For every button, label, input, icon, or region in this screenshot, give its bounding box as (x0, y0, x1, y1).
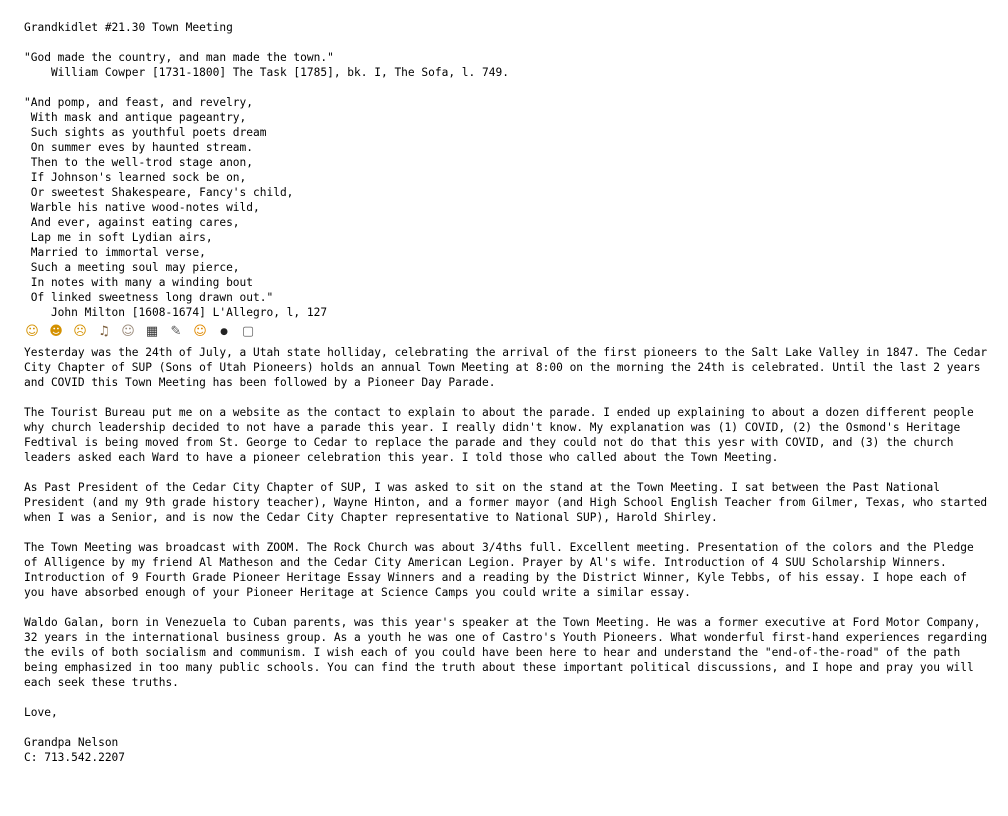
quote-milton-attribution: John Milton [1608-1674] L'Allegro, l, 127 (24, 306, 328, 319)
quote-milton-line: Lap me in soft Lydian airs, (24, 231, 213, 244)
blank-square-icon: ▢ (241, 324, 255, 339)
signature-name: Grandpa Nelson (24, 736, 119, 749)
quote-milton-line: Of linked sweetness long drawn out." (24, 291, 274, 304)
grimacing-face-icon: ☻ (49, 324, 63, 339)
closing: Love, (24, 706, 58, 719)
email-body (24, 20, 988, 765)
quote-cowper-text: "God made the country, and man made the town." (24, 51, 334, 64)
smiling-face-icon: ☺ (25, 324, 39, 339)
memo-icon: ✎ (170, 324, 182, 339)
music-notes-icon: ♫ (98, 324, 110, 339)
quote-milton-line: "And pomp, and feast, and revelry, (24, 96, 254, 109)
emoji-row (24, 322, 988, 342)
quote-milton-line: With mask and antique pageantry, (24, 111, 247, 124)
paragraph: The Town Meeting was broadcast with ZOOM. The Rock Church was about 3/4ths full. Excellent meeting. Presentation of the colors and the Pledge of Alligence by my friend Al Matheson and the Cedar City American Legion. Prayer by Al's wife. Introduction of 4 SUU Scholarship Winners. Introduction of 9 Fourth Grade Pioneer Heritage Essay Winners and a reading by the District Winner, Kyle Tebbs, of his essay. I hope each of you have absorbed enough of your Pioneer Heritage at Science Camps you could write a similar essay. (24, 541, 974, 599)
paragraph: As Past President of the Cedar City Chapter of SUP, I was asked to sit on the stand at the Town Meeting. I sat between the Past National President (and my 9th grade history teacher), Wayne Hinton, and a former mayor (and High School English Teacher from Gilmer, Texas, who started when I was a Senior, and is now the Cedar City Chapter representative to National SUP), Harold Shirley. (24, 481, 988, 524)
signature-phone: C: 713.542.2207 (24, 751, 126, 764)
quote-milton-line: Then to the well-trod stage anon, (24, 156, 254, 169)
quote-milton-line: Married to immortal verse, (24, 246, 206, 259)
paragraph: Waldo Galan, born in Venezuela to Cuban parents, was this year's speaker at the Town Meeting. He was a former executive at Ford Motor Company, 32 years in the international business group. As a youth he was one of Castro's Youth Pioneers. What wonderful first-hand experiences regarding the evils of both socialism and communism. I wish each of you could have been here to hear and understand the "end-of-the-road" of the path being emphasized in too many public schools. You can find the truth about these important political discussions, and I hope and pray you will each seek these truths. (24, 616, 988, 689)
quote-milton (24, 95, 988, 320)
quote-milton-line: If Johnson's learned sock be on, (24, 171, 247, 184)
paragraph: Yesterday was the 24th of July, a Utah state holliday, celebrating the arrival of the first pioneers to the Salt Lake Valley in 1847. The Cedar City Chapter of SUP (Sons of Utah Pioneers) holds an annual Town Meeting at 8:00 on the morning the 24th is celebrated. Until the last 2 years and COVID this Town Meeting has been followed by a Pioneer Day Parade. (24, 346, 988, 389)
tea-cup-icon: ● (220, 327, 228, 337)
quote-milton-line: On summer eves by haunted stream. (24, 141, 254, 154)
qr-code-icon: ▦ (145, 324, 159, 339)
quote-milton-line: Or sweetest Shakespeare, Fancy's child, (24, 186, 294, 199)
quote-milton-line: Such a meeting soul may pierce, (24, 261, 240, 274)
dizzy-face-icon: ☹ (73, 324, 87, 339)
baby-face-icon: ☺ (121, 324, 135, 339)
message-title: Grandkidlet #21.30 Town Meeting (24, 21, 233, 34)
quote-cowper-attribution: William Cowper [1731-1800] The Task [1785], bk. I, The Sofa, l. 749. (24, 66, 509, 79)
quote-milton-line: Such sights as youthful poets dream (24, 126, 267, 139)
quote-milton-line: In notes with many a winding bout (24, 276, 254, 289)
paragraph: The Tourist Bureau put me on a website as the contact to explain to about the parade. I ended up explaining to about a dozen different people why church leadership decided to not have a parade this year. I really didn't know. My explanation was (1) COVID, (2) the Osmond's Heritage Fedtival is being moved from St. George to Cedar to replace the parade and they could not do that this yesr with COVID, and (3) the church leaders asked each Ward to have a pioneer celebration this year. I told those who called about the Town Meeting. (24, 406, 974, 464)
zany-face-icon: ☺ (193, 324, 207, 339)
quote-milton-line: And ever, against eating cares, (24, 216, 240, 229)
quote-milton-line: Warble his native wood-notes wild, (24, 201, 260, 214)
